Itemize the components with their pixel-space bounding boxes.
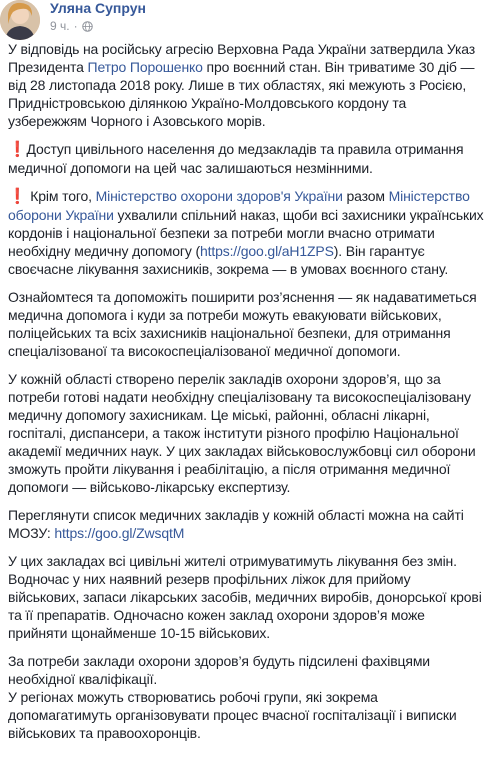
text-segment: ухвалили спільний наказ, щоби всі захисники українських кордонів і національної безпеки за потреби могли вчасно отримати необхідну медичну допомогу ( (8, 207, 484, 259)
list-url-link[interactable]: https://goo.gl/ZwsqtM (54, 525, 185, 541)
author-name[interactable]: Уляна Супрун (50, 0, 146, 16)
paragraph-martial-law (8, 40, 484, 130)
post-meta (50, 19, 93, 33)
paragraph-list (8, 506, 484, 542)
text-segment: разом (342, 188, 389, 204)
exclamation-icon: ❗ (8, 141, 27, 158)
paragraph-staff: За потреби заклади охорони здоров’я будуть підсилені фахівцями необхідної кваліфікації. (8, 653, 430, 687)
text-segment: ). Він гарантує своєчасне лікування захисників, зокрема — в умовах воєнного стану. (8, 243, 449, 277)
text-segment: Доступ цивільного населення до медзакладів та правила отримання медичної допомоги на цей час залишаються незмінними. (8, 141, 464, 176)
text-segment: Крім того, (30, 188, 96, 204)
exclamation-icon: ❗ (8, 188, 27, 205)
text-segment: Переглянути список медичних закладів у кожній області можна на сайті МОЗУ: (8, 507, 464, 541)
paragraph-civilians: У цих закладах всі цивільні жителі отримуватимуть лікування без змін. Водночас у них наявний резерв профільних ліжок для прийому військових, запаси лікарських засобів, медичних виробів, донорської крові та її препаратів. Одночасно кожен заклад охорони здоров’я може прийняти щонайменше 10-15 військових. (8, 553, 482, 641)
order-url-link[interactable]: https://goo.gl/aH1ZPS (199, 243, 334, 259)
text-segment: про воєнний стан. Він триватиме 30 діб — від 28 листопада 2018 року. Лише в тих областях, які межують з Росією, Придністровською ділянкою Україно-Молдовського кордону та узбережжям Чорного і Азовського морів. (8, 59, 475, 129)
meta-separator: · (73, 19, 78, 33)
avatar-photo-icon (0, 0, 40, 40)
post-body (8, 40, 484, 752)
globe-icon[interactable] (82, 21, 93, 32)
president-link[interactable]: Петро Порошенко (87, 59, 203, 75)
post-header (0, 0, 489, 40)
paragraph-working-groups: У регіонах можуть створюватись робочі групи, які зокрема допомагатимуть організовувати процес вчасної госпіталізації і виписки військових та правоохоронців. (8, 689, 457, 741)
paragraph-access (8, 140, 484, 177)
moh-link[interactable]: Міністерство охорони здоров'я України (95, 188, 343, 204)
paragraph-joint-order (8, 187, 484, 278)
mod-link[interactable]: Міністерство оборони України (8, 188, 470, 223)
post-timestamp[interactable]: 9 ч. (50, 19, 70, 33)
paragraph-facilities: У кожній області створено перелік закладів охорони здоров’я, що за потреби готові надати необхідну спеціалізовану та високоспеціалізовану медичну допомогу захисникам. Це міські, районні, обласні лікарні, госпіталі, диспансери, а також інститути різного профілю Національної академії медичних наук. У цих закладах військовослужбовці сил оборони зможуть пройти лікування і реабілітацію, а після отримання медичної допомоги — військово-лікарську експертизу. (8, 371, 476, 495)
paragraph-explanation: Ознайомтеся та допоможіть поширити роз’яснення — як надаватиметься медична допомога і куди за потреби можуть евакуювати військових, поліцейських та всіх захисників національної безпеки, для отримання спеціалізованої та високоспеціалізованої медичної допомоги. (8, 289, 477, 359)
author-avatar[interactable] (0, 0, 40, 40)
text-segment: У відповідь на російську агресію Верховна Рада України затвердила Указ Президента (8, 41, 476, 75)
